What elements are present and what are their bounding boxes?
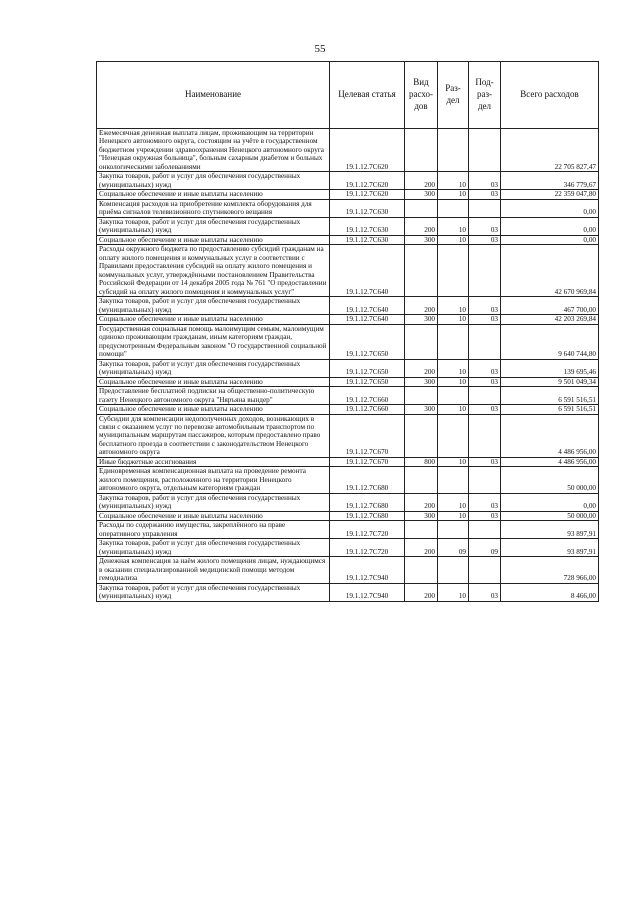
row-vid: 200 <box>405 359 438 377</box>
row-vid <box>405 324 438 359</box>
row-name: Социальное обеспечение и иные выплаты населению <box>97 405 330 414</box>
row-podrazdel: 03 <box>469 457 501 466</box>
row-name: Закупка товаров, работ и услуг для обеспечения государственных (муниципальных) нужд <box>97 217 330 235</box>
row-razdel <box>438 467 469 493</box>
row-code: 19.1.12.7C680 <box>330 467 405 493</box>
row-podrazdel: 03 <box>469 583 501 601</box>
row-vid <box>405 245 438 297</box>
row-name: Социальное обеспечение и иные выплаты населению <box>97 190 330 199</box>
header-podrazdel: Под-раз-дел <box>469 62 501 129</box>
table-row <box>97 315 599 324</box>
table-row <box>97 217 599 235</box>
row-total: 50 000,00 <box>501 511 599 520</box>
row-code: 19.1.12.7C720 <box>330 539 405 557</box>
row-name: Закупка товаров, работ и услуг для обеспечения государственных (муниципальных) нужд <box>97 359 330 377</box>
header-vid: Вид расхо-дов <box>405 62 438 129</box>
table-row <box>97 190 599 199</box>
row-podrazdel <box>469 387 501 405</box>
row-code: 19.1.12.7C670 <box>330 457 405 466</box>
row-code: 19.1.12.7C670 <box>330 414 405 457</box>
row-code: 19.1.12.7C640 <box>330 315 405 324</box>
row-total: 22 359 047,80 <box>501 190 599 199</box>
row-podrazdel: 03 <box>469 190 501 199</box>
row-podrazdel <box>469 557 501 583</box>
row-vid: 300 <box>405 511 438 520</box>
row-razdel <box>438 129 469 172</box>
row-code: 19.1.12.7C620 <box>330 172 405 190</box>
row-total: 467 700,00 <box>501 297 599 315</box>
row-razdel: 10 <box>438 217 469 235</box>
row-name: Закупка товаров, работ и услуг для обеспечения государственных (муниципальных) нужд <box>97 583 330 601</box>
row-razdel <box>438 199 469 217</box>
row-vid: 800 <box>405 457 438 466</box>
row-podrazdel <box>469 129 501 172</box>
row-code: 19.1.12.7C660 <box>330 405 405 414</box>
row-podrazdel: 03 <box>469 511 501 520</box>
row-vid: 300 <box>405 235 438 244</box>
row-podrazdel: 03 <box>469 235 501 244</box>
row-name: Государственная социальная помощь малоимущим семьям, малоимущим одиноко проживающим гражданам, иным категориям граждан, предусмотренным Федеральным законом "О государственной социальной помощи" <box>97 324 330 359</box>
table-row <box>97 511 599 520</box>
row-podrazdel: 03 <box>469 172 501 190</box>
row-code: 19.1.12.7C720 <box>330 521 405 539</box>
page-number: 55 <box>314 43 326 55</box>
row-razdel: 10 <box>438 172 469 190</box>
table-header-row <box>97 62 599 129</box>
row-total: 0,00 <box>501 199 599 217</box>
row-razdel <box>438 387 469 405</box>
row-name: Предоставление бесплатной подписки на общественно-политическую газету Ненецкого автономного округа "Няръяна вындер" <box>97 387 330 405</box>
row-name: Иные бюджетные ассигнования <box>97 457 330 466</box>
row-vid <box>405 467 438 493</box>
row-podrazdel: 03 <box>469 217 501 235</box>
table-row <box>97 521 599 539</box>
row-total: 93 897,91 <box>501 539 599 557</box>
header-total: Всего расходов <box>501 62 599 129</box>
row-vid: 300 <box>405 377 438 386</box>
table-row <box>97 467 599 493</box>
row-name: Расходы по содержанию имущества, закреплённого на праве оперативного управления <box>97 521 330 539</box>
row-vid <box>405 521 438 539</box>
row-total: 346 779,67 <box>501 172 599 190</box>
row-total: 6 591 516,51 <box>501 405 599 414</box>
row-code: 19.1.12.7C680 <box>330 493 405 511</box>
row-podrazdel <box>469 245 501 297</box>
row-vid: 200 <box>405 217 438 235</box>
row-name: Социальное обеспечение и иные выплаты населению <box>97 235 330 244</box>
row-code: 19.1.12.7C940 <box>330 557 405 583</box>
row-podrazdel: 03 <box>469 405 501 414</box>
row-total: 4 486 956,00 <box>501 457 599 466</box>
row-total: 0,00 <box>501 235 599 244</box>
row-name: Закупка товаров, работ и услуг для обеспечения государственных (муниципальных) нужд <box>97 172 330 190</box>
row-code: 19.1.12.7C630 <box>330 217 405 235</box>
row-total: 50 000,00 <box>501 467 599 493</box>
row-name: Ежемесячная денежная выплата лицам, проживающим на территории Ненецкого автономного округа, состоящим на учёте в государственном бюджетном учреждении здравоохранения Ненецкого автономного округа "Ненецкая окружная больница", больным сахарным диабетом и больных онкологическими заболеваниями <box>97 129 330 172</box>
row-total: 0,00 <box>501 217 599 235</box>
row-name: Денежная компенсация за наём жилого помещения лицам, нуждающимся в оказании специализированной медицинской помощи методом гемодиализа <box>97 557 330 583</box>
row-razdel <box>438 414 469 457</box>
row-code: 19.1.12.7C640 <box>330 297 405 315</box>
row-razdel <box>438 245 469 297</box>
row-total: 42 203 269,84 <box>501 315 599 324</box>
row-podrazdel <box>469 414 501 457</box>
header-razdel: Раз-дел <box>438 62 469 129</box>
table-row <box>97 377 599 386</box>
row-name: Социальное обеспечение и иные выплаты населению <box>97 377 330 386</box>
row-total: 728 966,00 <box>501 557 599 583</box>
table-row <box>97 405 599 414</box>
row-podrazdel: 03 <box>469 377 501 386</box>
row-name: Закупка товаров, работ и услуг для обеспечения государственных (муниципальных) нужд <box>97 539 330 557</box>
row-total: 8 466,00 <box>501 583 599 601</box>
row-podrazdel <box>469 521 501 539</box>
row-podrazdel <box>469 467 501 493</box>
row-total: 9 501 049,34 <box>501 377 599 386</box>
row-name: Расходы окружного бюджета по предоставлению субсидий гражданам на оплату жилого помещения и коммунальных услуг в соответствии с Правилами предоставления субсидий на оплату жилого помещения и коммунальных услуг, утверждёнными постановлением Правительства Российской Федерации от 14 декабря 2005 года № 761 "О предоставлении субсидий на оплату жилого помещения и коммунальных услуг" <box>97 245 330 297</box>
header-name: Наименование <box>97 62 330 129</box>
row-name: Социальное обеспечение и иные выплаты населению <box>97 315 330 324</box>
row-total: 0,00 <box>501 493 599 511</box>
row-podrazdel: 03 <box>469 315 501 324</box>
row-podrazdel <box>469 324 501 359</box>
row-code: 19.1.12.7C630 <box>330 199 405 217</box>
table-row <box>97 235 599 244</box>
row-razdel <box>438 521 469 539</box>
row-razdel: 10 <box>438 377 469 386</box>
row-vid: 300 <box>405 405 438 414</box>
row-vid <box>405 387 438 405</box>
row-name: Закупка товаров, работ и услуг для обеспечения государственных (муниципальных) нужд <box>97 493 330 511</box>
row-podrazdel <box>469 199 501 217</box>
row-vid <box>405 557 438 583</box>
table-row <box>97 359 599 377</box>
row-razdel: 10 <box>438 359 469 377</box>
row-razdel: 10 <box>438 511 469 520</box>
table-row <box>97 414 599 457</box>
row-total: 139 695,46 <box>501 359 599 377</box>
row-code: 19.1.12.7C650 <box>330 324 405 359</box>
row-vid: 200 <box>405 583 438 601</box>
row-vid <box>405 129 438 172</box>
row-vid: 200 <box>405 493 438 511</box>
row-vid: 300 <box>405 315 438 324</box>
row-code: 19.1.12.7C650 <box>330 377 405 386</box>
table-row <box>97 245 599 297</box>
row-vid <box>405 414 438 457</box>
row-podrazdel: 09 <box>469 539 501 557</box>
row-vid: 200 <box>405 539 438 557</box>
row-razdel: 10 <box>438 405 469 414</box>
row-vid <box>405 199 438 217</box>
row-code: 19.1.12.7C940 <box>330 583 405 601</box>
row-total: 4 486 956,00 <box>501 414 599 457</box>
row-name: Закупка товаров, работ и услуг для обеспечения государственных (муниципальных) нужд <box>97 297 330 315</box>
row-razdel: 09 <box>438 539 469 557</box>
row-vid: 300 <box>405 190 438 199</box>
table-row <box>97 539 599 557</box>
row-vid: 200 <box>405 172 438 190</box>
row-total: 9 640 744,80 <box>501 324 599 359</box>
table-row <box>97 172 599 190</box>
table-row <box>97 324 599 359</box>
row-razdel <box>438 557 469 583</box>
table-row <box>97 297 599 315</box>
row-name: Компенсация расходов на приобретение комплекта оборудования для приёма сигналов телевизионного спутникового вещания <box>97 199 330 217</box>
table-row <box>97 583 599 601</box>
table-body <box>97 129 599 602</box>
header-code: Целевая статья <box>330 62 405 129</box>
row-razdel: 10 <box>438 297 469 315</box>
table-row <box>97 457 599 466</box>
row-razdel <box>438 324 469 359</box>
table-row <box>97 129 599 172</box>
row-podrazdel: 03 <box>469 297 501 315</box>
budget-table <box>96 61 599 602</box>
row-total: 93 897,91 <box>501 521 599 539</box>
row-razdel: 10 <box>438 235 469 244</box>
row-name: Субсидии для компенсации недополученных доходов, возникающих в связи с оказанием услуг по перевозке автомобильным транспортом по муниципальным маршрутам пассажиров, которым предоставлено право бесплатного проезда в соответствии с законодательством Ненецкого автономного округа <box>97 414 330 457</box>
row-razdel: 10 <box>438 457 469 466</box>
row-code: 19.1.12.7C650 <box>330 359 405 377</box>
table-row <box>97 387 599 405</box>
row-total: 22 705 827,47 <box>501 129 599 172</box>
row-razdel: 10 <box>438 190 469 199</box>
row-code: 19.1.12.7C630 <box>330 235 405 244</box>
row-name: Социальное обеспечение и иные выплаты населению <box>97 511 330 520</box>
row-code: 19.1.12.7C620 <box>330 129 405 172</box>
row-razdel: 10 <box>438 583 469 601</box>
row-name: Единовременная компенсационная выплата на проведение ремонта жилого помещения, расположенного на территории Ненецкого автономного округа, отдельным категориям граждан <box>97 467 330 493</box>
table-row <box>97 199 599 217</box>
row-total: 6 591 516,51 <box>501 387 599 405</box>
row-vid: 200 <box>405 297 438 315</box>
row-razdel: 10 <box>438 315 469 324</box>
row-code: 19.1.12.7C620 <box>330 190 405 199</box>
row-total: 42 670 969,84 <box>501 245 599 297</box>
row-razdel: 10 <box>438 493 469 511</box>
row-podrazdel: 03 <box>469 493 501 511</box>
row-podrazdel: 03 <box>469 359 501 377</box>
row-code: 19.1.12.7C680 <box>330 511 405 520</box>
row-code: 19.1.12.7C660 <box>330 387 405 405</box>
table-row <box>97 493 599 511</box>
table-row <box>97 557 599 583</box>
row-code: 19.1.12.7C640 <box>330 245 405 297</box>
